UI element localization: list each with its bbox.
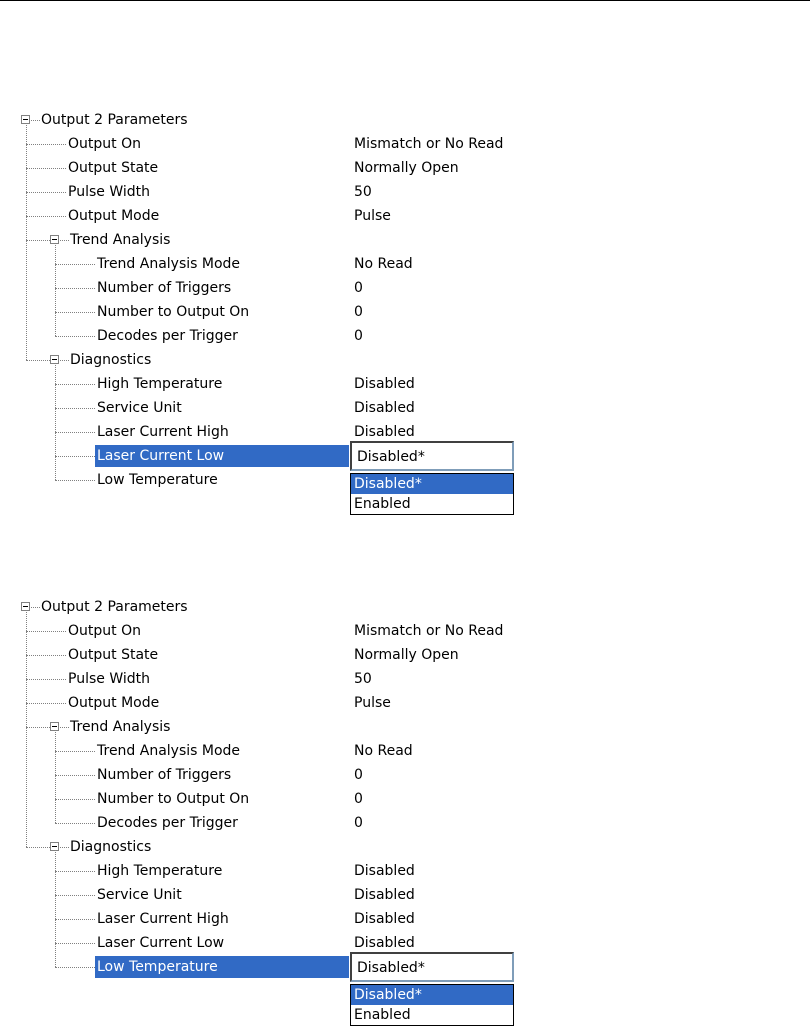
tree-item-value: 0 — [354, 815, 363, 831]
tree-item-label: Laser Current Low — [97, 935, 225, 951]
param-number-to-output-on[interactable] — [0, 300, 810, 324]
tree-item-label: Trend Analysis Mode — [97, 256, 241, 272]
tree-item-value: Mismatch or No Read — [354, 136, 504, 152]
param-output-mode[interactable] — [0, 204, 810, 228]
param-high-temperature[interactable] — [0, 859, 810, 883]
tree-node-output-2-parameters[interactable] — [0, 595, 810, 619]
tree-item-value: 0 — [354, 767, 363, 783]
tree-connector — [55, 245, 56, 336]
tree-item-value: Disabled — [354, 935, 415, 951]
tree-item-value: 0 — [354, 280, 363, 296]
param-pulse-width[interactable] — [0, 667, 810, 691]
tree-connector — [55, 365, 56, 480]
tree-connector — [55, 732, 56, 823]
param-high-temperature[interactable] — [0, 372, 810, 396]
tree-item-label: Output Mode — [68, 695, 160, 711]
tree-item-label: High Temperature — [97, 376, 223, 392]
param-pulse-width[interactable] — [0, 180, 810, 204]
tree-item-label: Number to Output On — [97, 791, 250, 807]
tree-item-value: Pulse — [354, 208, 391, 224]
tree-item-value: Disabled — [354, 887, 415, 903]
tree-node-diagnostics[interactable] — [0, 835, 810, 859]
tree-item-value: 0 — [354, 304, 363, 320]
tree-item-label: Service Unit — [97, 400, 182, 416]
param-service-unit[interactable] — [0, 883, 810, 907]
tree-item-label: High Temperature — [97, 863, 223, 879]
value-dropdown-list[interactable] — [350, 473, 514, 515]
tree-item-value: Disabled — [354, 376, 415, 392]
param-decodes-per-trigger[interactable] — [0, 324, 810, 348]
tree-item-label: Laser Current Low — [97, 448, 225, 464]
tree-item-value: No Read — [354, 256, 413, 272]
param-output-state[interactable] — [0, 156, 810, 180]
tree-item-label: Trend Analysis — [70, 232, 171, 248]
tree-item-value: Disabled — [354, 911, 415, 927]
tree-connector — [26, 612, 27, 847]
param-number-of-triggers[interactable] — [0, 763, 810, 787]
value-combo-box[interactable] — [350, 952, 514, 982]
tree-node-diagnostics[interactable] — [0, 348, 810, 372]
tree-item-label: Number of Triggers — [97, 280, 232, 296]
value-combo-box[interactable] — [350, 441, 514, 471]
tree-item-value: 0 — [354, 328, 363, 344]
tree-item-label: Low Temperature — [97, 959, 218, 975]
param-laser-current-high[interactable] — [0, 907, 810, 931]
tree-item-label: Pulse Width — [68, 184, 150, 200]
tree-item-label: Low Temperature — [97, 472, 218, 488]
combo-value: Disabled* — [357, 960, 425, 976]
page-top-rule — [0, 0, 810, 1]
parameter-tree-2 — [0, 595, 810, 1023]
dropdown-option-disabled[interactable]: Disabled* — [351, 474, 513, 494]
param-output-on[interactable] — [0, 132, 810, 156]
dropdown-option-enabled[interactable]: Enabled — [354, 496, 411, 512]
tree-node-trend-analysis[interactable] — [0, 715, 810, 739]
tree-item-label: Output 2 Parameters — [41, 599, 188, 615]
tree-item-value: Normally Open — [354, 647, 459, 663]
tree-item-value: Normally Open — [354, 160, 459, 176]
tree-item-label: Output Mode — [68, 208, 160, 224]
tree-item-label: Decodes per Trigger — [97, 328, 238, 344]
tree-item-label: Laser Current High — [97, 424, 229, 440]
tree-item-label: Number to Output On — [97, 304, 250, 320]
tree-item-label: Service Unit — [97, 887, 182, 903]
tree-item-label: Output On — [68, 623, 141, 639]
tree-item-label: Decodes per Trigger — [97, 815, 238, 831]
value-dropdown-list[interactable] — [350, 984, 514, 1026]
param-output-on[interactable] — [0, 619, 810, 643]
param-output-mode[interactable] — [0, 691, 810, 715]
tree-item-value: 0 — [354, 791, 363, 807]
tree-item-label: Diagnostics — [70, 839, 152, 855]
param-output-state[interactable] — [0, 643, 810, 667]
tree-item-label: Laser Current High — [97, 911, 229, 927]
tree-item-value: Disabled — [354, 400, 415, 416]
param-number-of-triggers[interactable] — [0, 276, 810, 300]
dropdown-option-enabled[interactable]: Enabled — [354, 1007, 411, 1023]
tree-item-value: No Read — [354, 743, 413, 759]
tree-item-label: Output State — [68, 647, 159, 663]
tree-item-value: 50 — [354, 184, 372, 200]
dropdown-option-disabled[interactable]: Disabled* — [351, 985, 513, 1005]
tree-item-value: 50 — [354, 671, 372, 687]
parameter-tree-1 — [0, 108, 810, 528]
param-decodes-per-trigger[interactable] — [0, 811, 810, 835]
tree-item-label: Output On — [68, 136, 141, 152]
tree-item-label: Pulse Width — [68, 671, 150, 687]
tree-node-output-2-parameters[interactable] — [0, 108, 810, 132]
tree-item-value: Disabled — [354, 424, 415, 440]
param-number-to-output-on[interactable] — [0, 787, 810, 811]
tree-connector — [26, 125, 27, 360]
tree-item-label: Trend Analysis — [70, 719, 171, 735]
tree-item-value: Disabled — [354, 863, 415, 879]
param-trend-analysis-mode[interactable] — [0, 739, 810, 763]
tree-item-label: Output State — [68, 160, 159, 176]
tree-node-trend-analysis[interactable] — [0, 228, 810, 252]
tree-item-value: Mismatch or No Read — [354, 623, 504, 639]
param-trend-analysis-mode[interactable] — [0, 252, 810, 276]
tree-item-label: Diagnostics — [70, 352, 152, 368]
tree-item-label: Output 2 Parameters — [41, 112, 188, 128]
tree-item-value: Pulse — [354, 695, 391, 711]
param-service-unit[interactable] — [0, 396, 810, 420]
combo-value: Disabled* — [357, 449, 425, 465]
tree-item-label: Number of Triggers — [97, 767, 232, 783]
tree-connector — [55, 852, 56, 967]
tree-item-label: Trend Analysis Mode — [97, 743, 241, 759]
